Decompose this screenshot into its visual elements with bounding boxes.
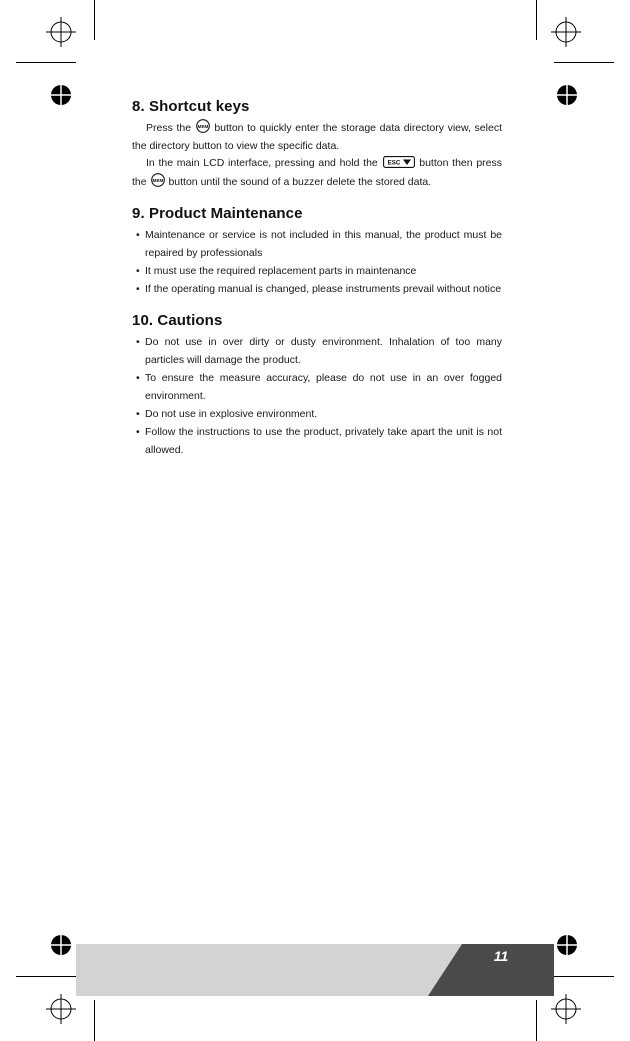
mem-button-icon — [151, 173, 165, 187]
mem-key-label: MEM — [152, 177, 163, 183]
crop-mark-line — [554, 62, 614, 63]
bullet: • — [136, 229, 140, 241]
mem-button-icon — [196, 119, 210, 133]
list-item — [132, 262, 502, 280]
crop-mark-line — [536, 1000, 537, 1041]
list-item-text: It must use the required replacement parts in maintenance — [145, 265, 417, 277]
page-number: 11 — [493, 948, 509, 964]
section-heading: 9. Product Maintenance — [132, 205, 303, 222]
list-item-text: If the operating manual is changed, please instruments prevail without notice — [145, 283, 502, 295]
list-item-text: Maintenance or service is not included in this manual, the product must be repaired by professionals — [145, 229, 502, 259]
esc-down-button-icon — [383, 156, 415, 168]
crop-mark-line — [554, 976, 614, 977]
crop-mark-line — [16, 62, 76, 63]
footer-band — [76, 944, 554, 996]
bullet: • — [136, 283, 140, 295]
registration-dot-icon — [50, 84, 72, 106]
shortcut-paragraph-1 — [132, 119, 502, 155]
registration-mark-icon — [46, 17, 76, 47]
bullet: • — [136, 408, 140, 420]
bullet: • — [136, 372, 140, 384]
text-run: button to quickly enter the storage data directory view, select the directory button to view the specific data. — [132, 122, 502, 152]
section-shortcut-keys — [132, 98, 502, 191]
crop-mark-line — [536, 0, 537, 40]
text-run: button until the sound of a buzzer delete the stored data. — [168, 175, 432, 188]
registration-mark-icon — [551, 17, 581, 47]
maintenance-list — [132, 226, 502, 298]
shortcut-paragraph-2 — [132, 155, 502, 191]
registration-mark-icon — [46, 994, 76, 1024]
bullet: • — [136, 426, 140, 438]
list-item-text: Follow the instructions to use the product, privately take apart the unit is not allowed. — [145, 426, 502, 456]
manual-page-content — [132, 98, 502, 459]
list-item — [132, 423, 502, 459]
crop-mark-line — [16, 976, 76, 977]
section-heading: 10. Cautions — [132, 312, 223, 329]
cautions-list — [132, 333, 502, 459]
list-item-text: To ensure the measure accuracy, please do not use in an over fogged environment. — [145, 372, 502, 402]
page-number-tab — [76, 944, 554, 996]
section-heading: 8. Shortcut keys — [132, 98, 250, 115]
list-item — [132, 333, 502, 369]
crop-mark-line — [94, 1000, 95, 1041]
list-item-text: Do not use in over dirty or dusty environment. Inhalation of too many particles will damage the product. — [145, 336, 502, 366]
bullet: • — [136, 336, 140, 348]
bullet: • — [136, 265, 140, 277]
section-cautions — [132, 312, 502, 459]
list-item — [132, 369, 502, 405]
list-item — [132, 280, 502, 298]
registration-dot-icon — [556, 84, 578, 106]
list-item — [132, 226, 502, 262]
text-run: In the main LCD interface, pressing and hold the — [146, 157, 378, 169]
list-item-text: Do not use in explosive environment. — [145, 408, 318, 420]
registration-dot-icon — [556, 934, 578, 956]
crop-mark-line — [94, 0, 95, 40]
text-run: button then press the — [132, 157, 503, 188]
mem-key-label: MEM — [197, 124, 209, 129]
section-product-maintenance — [132, 205, 502, 298]
text-run: Press the — [146, 122, 192, 134]
esc-key-label: ESC — [387, 159, 400, 167]
registration-mark-icon — [551, 994, 581, 1024]
registration-dot-icon — [50, 934, 72, 956]
list-item — [132, 405, 502, 423]
